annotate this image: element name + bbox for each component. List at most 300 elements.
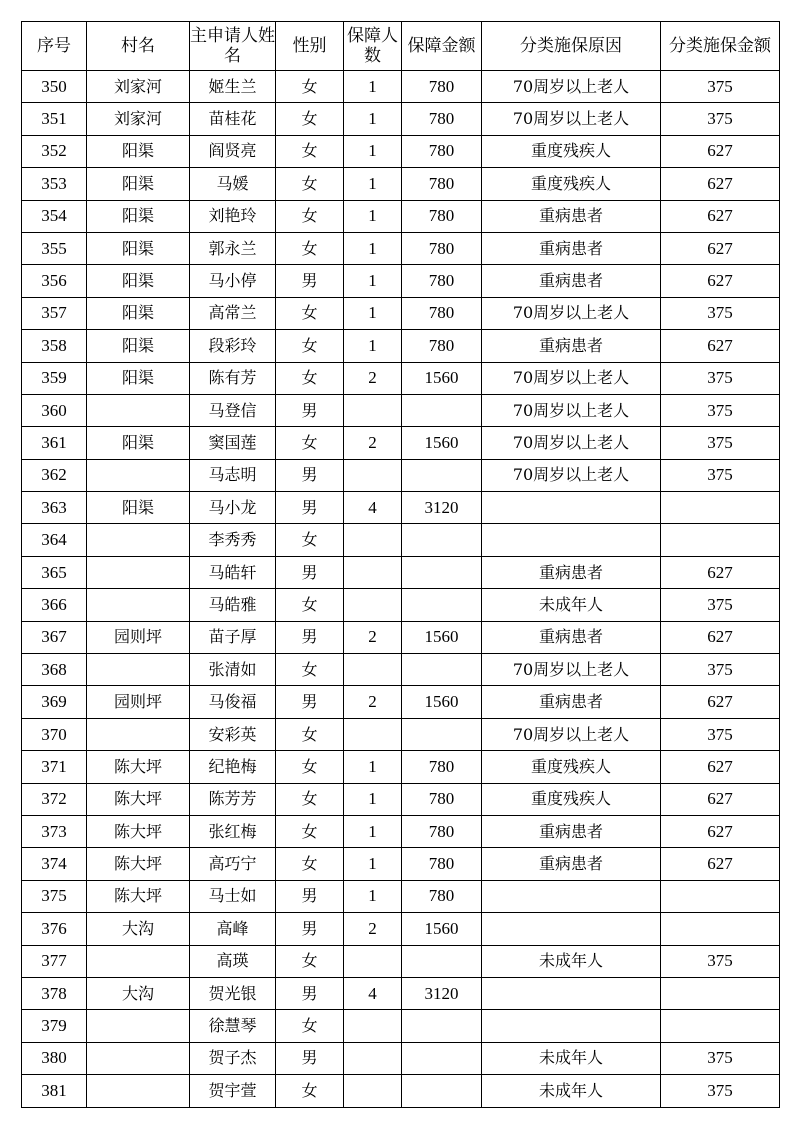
cell-applicant: 安彩英 [190, 718, 276, 750]
table-row [22, 524, 780, 556]
table-row [22, 751, 780, 783]
cell-category-reason: 70周岁以上老人 [482, 103, 661, 135]
table-row [22, 556, 780, 588]
cell-serial: 358 [22, 330, 87, 362]
table-row [22, 783, 780, 815]
cell-category-reason: 70周岁以上老人 [482, 297, 661, 329]
cell-persons: 4 [344, 492, 402, 524]
cell-gender: 男 [276, 1042, 344, 1074]
table-row [22, 168, 780, 200]
cell-persons [344, 1042, 402, 1074]
header-gender: 性别 [276, 22, 344, 71]
cell-persons [344, 589, 402, 621]
cell-village: 阳渠 [87, 297, 190, 329]
cell-gender: 男 [276, 265, 344, 297]
cell-category-amount: 627 [661, 168, 780, 200]
cell-serial: 364 [22, 524, 87, 556]
cell-serial: 375 [22, 880, 87, 912]
cell-village [87, 556, 190, 588]
cell-category-amount: 375 [661, 1042, 780, 1074]
cell-category-amount: 627 [661, 621, 780, 653]
cell-village: 陈大坪 [87, 880, 190, 912]
cell-persons: 2 [344, 621, 402, 653]
cell-persons: 1 [344, 135, 402, 167]
cell-category-reason: 70周岁以上老人 [482, 654, 661, 686]
cell-village [87, 524, 190, 556]
cell-gender: 男 [276, 621, 344, 653]
table-row [22, 848, 780, 880]
cell-category-amount: 375 [661, 427, 780, 459]
cell-village: 刘家河 [87, 71, 190, 103]
cell-amount [402, 556, 482, 588]
cell-serial: 379 [22, 1010, 87, 1042]
cell-category-amount: 627 [661, 330, 780, 362]
cell-village: 阳渠 [87, 362, 190, 394]
table-row [22, 330, 780, 362]
cell-persons: 1 [344, 200, 402, 232]
cell-amount: 780 [402, 168, 482, 200]
cell-gender: 女 [276, 297, 344, 329]
cell-category-amount: 375 [661, 103, 780, 135]
cell-category-amount: 627 [661, 556, 780, 588]
cell-persons [344, 945, 402, 977]
cell-applicant: 马俊福 [190, 686, 276, 718]
cell-village [87, 1042, 190, 1074]
cell-applicant: 徐慧琴 [190, 1010, 276, 1042]
cell-applicant: 李秀秀 [190, 524, 276, 556]
cell-persons: 2 [344, 686, 402, 718]
cell-category-amount: 627 [661, 815, 780, 847]
cell-amount [402, 654, 482, 686]
cell-category-reason: 重病患者 [482, 330, 661, 362]
header-row [22, 22, 780, 71]
cell-applicant: 苗桂花 [190, 103, 276, 135]
cell-applicant: 高常兰 [190, 297, 276, 329]
cell-serial: 350 [22, 71, 87, 103]
cell-gender: 女 [276, 200, 344, 232]
cell-amount: 780 [402, 815, 482, 847]
cell-persons: 1 [344, 330, 402, 362]
cell-village: 陈大坪 [87, 751, 190, 783]
cell-gender: 男 [276, 913, 344, 945]
cell-gender: 女 [276, 718, 344, 750]
table-row [22, 362, 780, 394]
cell-category-amount [661, 492, 780, 524]
table-row [22, 913, 780, 945]
cell-applicant: 贺光银 [190, 977, 276, 1009]
table-row [22, 589, 780, 621]
cell-village: 陈大坪 [87, 815, 190, 847]
cell-category-reason: 重病患者 [482, 686, 661, 718]
cell-persons: 2 [344, 362, 402, 394]
table-row [22, 135, 780, 167]
cell-village: 大沟 [87, 913, 190, 945]
cell-category-reason: 重病患者 [482, 621, 661, 653]
cell-gender: 女 [276, 362, 344, 394]
cell-serial: 362 [22, 459, 87, 491]
cell-category-reason: 重度残疾人 [482, 168, 661, 200]
cell-persons: 1 [344, 265, 402, 297]
cell-category-amount: 375 [661, 71, 780, 103]
cell-category-amount: 375 [661, 718, 780, 750]
table-row [22, 459, 780, 491]
cell-village: 阳渠 [87, 200, 190, 232]
cell-applicant: 马小龙 [190, 492, 276, 524]
cell-applicant: 马媛 [190, 168, 276, 200]
cell-gender: 男 [276, 977, 344, 1009]
cell-applicant: 马小停 [190, 265, 276, 297]
cell-category-amount: 375 [661, 394, 780, 426]
cell-gender: 男 [276, 459, 344, 491]
cell-gender: 女 [276, 945, 344, 977]
table-row [22, 232, 780, 264]
cell-gender: 女 [276, 71, 344, 103]
cell-serial: 378 [22, 977, 87, 1009]
cell-category-amount [661, 913, 780, 945]
cell-persons [344, 654, 402, 686]
cell-village [87, 394, 190, 426]
table-row [22, 654, 780, 686]
benefit-table [21, 21, 780, 1108]
table-row [22, 200, 780, 232]
cell-village: 刘家河 [87, 103, 190, 135]
cell-category-reason: 70周岁以上老人 [482, 394, 661, 426]
cell-village: 阳渠 [87, 232, 190, 264]
cell-category-reason: 未成年人 [482, 945, 661, 977]
cell-serial: 370 [22, 718, 87, 750]
table-row [22, 297, 780, 329]
cell-village [87, 718, 190, 750]
cell-serial: 363 [22, 492, 87, 524]
cell-category-amount: 375 [661, 945, 780, 977]
cell-gender: 男 [276, 880, 344, 912]
cell-village: 阳渠 [87, 427, 190, 459]
cell-gender: 女 [276, 427, 344, 459]
cell-amount: 1560 [402, 686, 482, 718]
table-row [22, 621, 780, 653]
cell-gender: 女 [276, 1075, 344, 1107]
cell-gender: 男 [276, 556, 344, 588]
table-row [22, 977, 780, 1009]
cell-village: 阳渠 [87, 135, 190, 167]
table-row [22, 686, 780, 718]
cell-category-amount: 627 [661, 232, 780, 264]
cell-serial: 351 [22, 103, 87, 135]
cell-applicant: 马皓轩 [190, 556, 276, 588]
cell-serial: 372 [22, 783, 87, 815]
cell-applicant: 马登信 [190, 394, 276, 426]
cell-gender: 男 [276, 686, 344, 718]
cell-amount [402, 718, 482, 750]
cell-category-amount: 375 [661, 1075, 780, 1107]
cell-category-amount: 375 [661, 589, 780, 621]
cell-category-reason: 70周岁以上老人 [482, 362, 661, 394]
cell-category-reason: 重病患者 [482, 232, 661, 264]
cell-amount: 780 [402, 297, 482, 329]
cell-amount [402, 589, 482, 621]
cell-village [87, 589, 190, 621]
cell-amount: 780 [402, 783, 482, 815]
table-row [22, 1042, 780, 1074]
cell-amount: 780 [402, 200, 482, 232]
cell-gender: 女 [276, 232, 344, 264]
cell-applicant: 马士如 [190, 880, 276, 912]
cell-serial: 380 [22, 1042, 87, 1074]
cell-serial: 357 [22, 297, 87, 329]
table-row [22, 945, 780, 977]
cell-village: 阳渠 [87, 492, 190, 524]
cell-category-amount [661, 524, 780, 556]
header-persons: 保障人数 [344, 22, 402, 71]
cell-serial: 376 [22, 913, 87, 945]
cell-amount: 780 [402, 71, 482, 103]
cell-category-amount: 627 [661, 848, 780, 880]
cell-serial: 373 [22, 815, 87, 847]
cell-persons: 1 [344, 103, 402, 135]
cell-category-reason [482, 913, 661, 945]
table-row [22, 1075, 780, 1107]
cell-category-reason: 重病患者 [482, 265, 661, 297]
cell-amount [402, 394, 482, 426]
cell-gender: 女 [276, 848, 344, 880]
cell-village: 阳渠 [87, 330, 190, 362]
cell-persons: 2 [344, 427, 402, 459]
cell-amount: 3120 [402, 492, 482, 524]
cell-amount: 780 [402, 751, 482, 783]
cell-serial: 361 [22, 427, 87, 459]
table-row [22, 394, 780, 426]
cell-persons: 1 [344, 71, 402, 103]
cell-amount [402, 1010, 482, 1042]
cell-persons: 1 [344, 751, 402, 783]
cell-amount [402, 459, 482, 491]
cell-village [87, 654, 190, 686]
cell-category-reason: 未成年人 [482, 1042, 661, 1074]
cell-category-reason: 未成年人 [482, 589, 661, 621]
cell-serial: 359 [22, 362, 87, 394]
cell-serial: 355 [22, 232, 87, 264]
cell-village [87, 1075, 190, 1107]
header-category-reason: 分类施保原因 [482, 22, 661, 71]
cell-applicant: 陈芳芳 [190, 783, 276, 815]
cell-village: 园则坪 [87, 621, 190, 653]
cell-persons: 1 [344, 848, 402, 880]
cell-amount: 1560 [402, 362, 482, 394]
cell-category-reason: 70周岁以上老人 [482, 459, 661, 491]
cell-category-amount: 627 [661, 200, 780, 232]
cell-amount: 3120 [402, 977, 482, 1009]
cell-amount: 1560 [402, 913, 482, 945]
cell-category-reason: 70周岁以上老人 [482, 427, 661, 459]
cell-category-amount [661, 1010, 780, 1042]
table-header [22, 22, 780, 71]
header-village: 村名 [87, 22, 190, 71]
cell-persons: 1 [344, 297, 402, 329]
cell-category-amount: 375 [661, 459, 780, 491]
cell-applicant: 段彩玲 [190, 330, 276, 362]
cell-applicant: 高峰 [190, 913, 276, 945]
cell-applicant: 高瑛 [190, 945, 276, 977]
table-body [22, 71, 780, 1108]
cell-persons [344, 1075, 402, 1107]
cell-serial: 356 [22, 265, 87, 297]
table-row [22, 427, 780, 459]
cell-persons [344, 394, 402, 426]
cell-category-reason: 重度残疾人 [482, 135, 661, 167]
table-row [22, 265, 780, 297]
cell-amount: 780 [402, 330, 482, 362]
cell-serial: 352 [22, 135, 87, 167]
cell-applicant: 高巧宁 [190, 848, 276, 880]
cell-amount: 780 [402, 103, 482, 135]
cell-serial: 354 [22, 200, 87, 232]
cell-category-reason [482, 524, 661, 556]
cell-applicant: 张红梅 [190, 815, 276, 847]
header-applicant: 主申请人姓名 [190, 22, 276, 71]
cell-amount: 1560 [402, 427, 482, 459]
cell-category-amount [661, 880, 780, 912]
cell-category-amount: 627 [661, 265, 780, 297]
cell-category-reason: 重度残疾人 [482, 751, 661, 783]
cell-gender: 女 [276, 330, 344, 362]
table-row [22, 815, 780, 847]
cell-serial: 360 [22, 394, 87, 426]
cell-category-amount: 375 [661, 654, 780, 686]
cell-category-amount [661, 977, 780, 1009]
cell-serial: 381 [22, 1075, 87, 1107]
cell-applicant: 郭永兰 [190, 232, 276, 264]
table-row [22, 103, 780, 135]
cell-persons: 1 [344, 232, 402, 264]
cell-category-reason: 重病患者 [482, 848, 661, 880]
cell-persons [344, 1010, 402, 1042]
cell-persons: 1 [344, 168, 402, 200]
cell-category-reason: 未成年人 [482, 1075, 661, 1107]
cell-serial: 353 [22, 168, 87, 200]
cell-gender: 女 [276, 524, 344, 556]
cell-amount [402, 1042, 482, 1074]
cell-gender: 女 [276, 815, 344, 847]
cell-category-reason [482, 1010, 661, 1042]
cell-persons [344, 459, 402, 491]
cell-serial: 367 [22, 621, 87, 653]
cell-applicant: 贺子杰 [190, 1042, 276, 1074]
cell-persons [344, 556, 402, 588]
cell-category-reason: 70周岁以上老人 [482, 71, 661, 103]
cell-village [87, 459, 190, 491]
table-row [22, 71, 780, 103]
cell-gender: 女 [276, 589, 344, 621]
cell-gender: 女 [276, 103, 344, 135]
cell-persons: 1 [344, 880, 402, 912]
cell-category-amount: 627 [661, 751, 780, 783]
cell-amount [402, 945, 482, 977]
cell-persons: 1 [344, 783, 402, 815]
table-row [22, 492, 780, 524]
cell-village: 大沟 [87, 977, 190, 1009]
cell-serial: 369 [22, 686, 87, 718]
cell-applicant: 苗子厚 [190, 621, 276, 653]
cell-persons: 2 [344, 913, 402, 945]
cell-category-reason [482, 977, 661, 1009]
cell-applicant: 窦国莲 [190, 427, 276, 459]
cell-persons [344, 718, 402, 750]
header-amount: 保障金额 [402, 22, 482, 71]
cell-amount: 780 [402, 265, 482, 297]
cell-amount: 780 [402, 135, 482, 167]
cell-applicant: 刘艳玲 [190, 200, 276, 232]
cell-village: 阳渠 [87, 168, 190, 200]
table-row [22, 718, 780, 750]
cell-amount: 780 [402, 848, 482, 880]
cell-serial: 366 [22, 589, 87, 621]
cell-village: 陈大坪 [87, 783, 190, 815]
cell-applicant: 陈有芳 [190, 362, 276, 394]
cell-category-reason: 重病患者 [482, 556, 661, 588]
cell-gender: 男 [276, 492, 344, 524]
cell-serial: 377 [22, 945, 87, 977]
cell-applicant: 阎贤亮 [190, 135, 276, 167]
cell-serial: 368 [22, 654, 87, 686]
cell-village [87, 1010, 190, 1042]
cell-category-amount: 375 [661, 297, 780, 329]
cell-persons: 1 [344, 815, 402, 847]
cell-gender: 女 [276, 751, 344, 783]
cell-persons [344, 524, 402, 556]
cell-applicant: 纪艳梅 [190, 751, 276, 783]
cell-amount [402, 1075, 482, 1107]
cell-category-reason: 重度残疾人 [482, 783, 661, 815]
cell-category-amount: 375 [661, 362, 780, 394]
cell-serial: 365 [22, 556, 87, 588]
cell-persons: 4 [344, 977, 402, 1009]
cell-gender: 女 [276, 168, 344, 200]
cell-amount: 780 [402, 232, 482, 264]
cell-category-amount: 627 [661, 135, 780, 167]
cell-village: 陈大坪 [87, 848, 190, 880]
header-category-amount: 分类施保金额 [661, 22, 780, 71]
cell-applicant: 贺宇萱 [190, 1075, 276, 1107]
cell-category-reason: 重病患者 [482, 815, 661, 847]
cell-gender: 女 [276, 135, 344, 167]
cell-amount: 780 [402, 880, 482, 912]
cell-serial: 374 [22, 848, 87, 880]
cell-village: 园则坪 [87, 686, 190, 718]
cell-gender: 女 [276, 783, 344, 815]
cell-village [87, 945, 190, 977]
header-serial: 序号 [22, 22, 87, 71]
cell-category-reason: 70周岁以上老人 [482, 718, 661, 750]
table-row [22, 880, 780, 912]
cell-serial: 371 [22, 751, 87, 783]
cell-gender: 女 [276, 1010, 344, 1042]
cell-applicant: 姬生兰 [190, 71, 276, 103]
cell-village: 阳渠 [87, 265, 190, 297]
cell-amount [402, 524, 482, 556]
cell-category-amount: 627 [661, 686, 780, 718]
cell-category-reason [482, 880, 661, 912]
cell-gender: 女 [276, 654, 344, 686]
cell-amount: 1560 [402, 621, 482, 653]
cell-applicant: 马志明 [190, 459, 276, 491]
cell-applicant: 张清如 [190, 654, 276, 686]
cell-gender: 男 [276, 394, 344, 426]
cell-category-reason: 重病患者 [482, 200, 661, 232]
cell-category-amount: 627 [661, 783, 780, 815]
cell-category-reason [482, 492, 661, 524]
table-row [22, 1010, 780, 1042]
cell-applicant: 马皓雅 [190, 589, 276, 621]
